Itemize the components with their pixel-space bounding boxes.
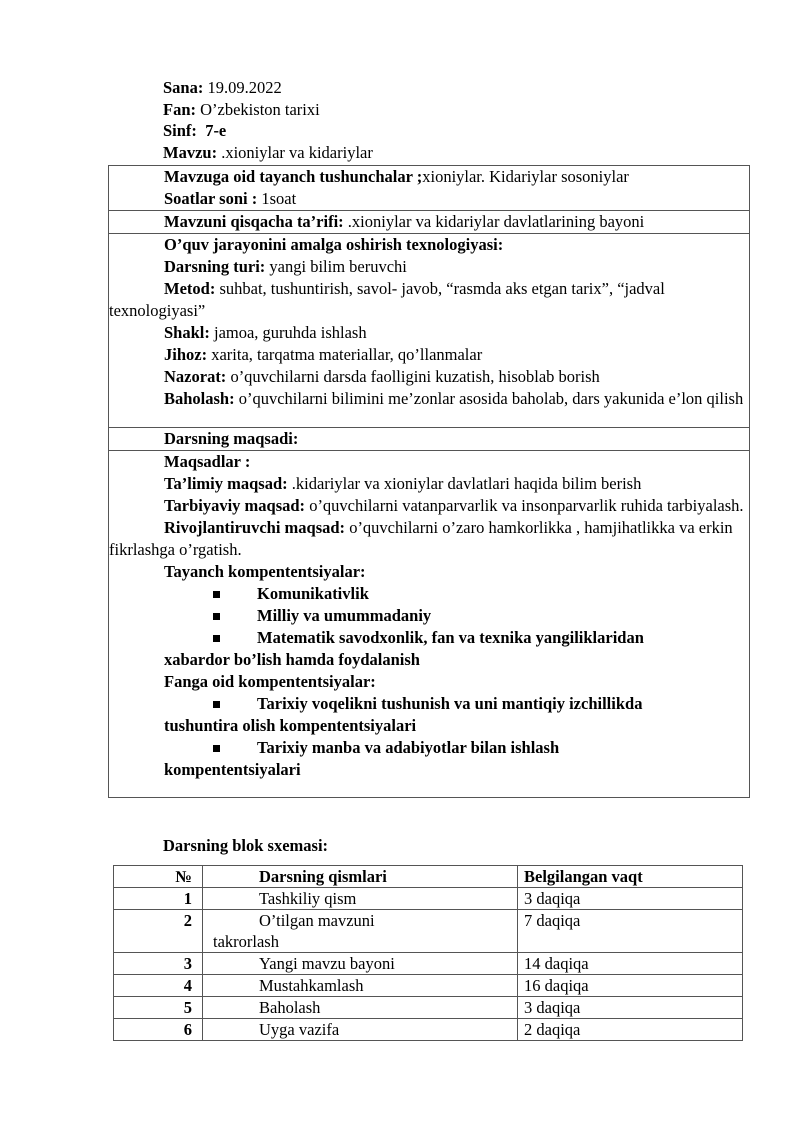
technology-heading: O’quv jarayonini amalga oshirish texnologiyasi: [164, 235, 504, 254]
topic-value: .xioniylar va kidariylar [221, 142, 373, 162]
square-bullet-icon [213, 745, 220, 752]
competency-item-continued: tushuntira olish kompententsiyalari [164, 716, 417, 735]
block-scheme-table [113, 865, 743, 1041]
table-row: 6 Uyga vazifa 2 daqiqa [114, 1019, 743, 1041]
date-line: Sana: 19.09.2022 [163, 78, 282, 97]
competency-item: Tarixiy voqelikni tushunish va uni mantiqiy izchillikda [109, 693, 749, 715]
lesson-header [163, 77, 723, 163]
educational-goal: Ta’limiy maqsad: .kidariylar va xioniylar davlatlari haqida bilim berish [164, 474, 642, 493]
lesson-type-line: Darsning turi: yangi bilim beruvchi [164, 257, 407, 276]
technology-section [108, 233, 750, 428]
topic-summary-line: Mavzuni qisqacha ta’rifi: .xioniylar va kidariylar davlatlarining bayoni [164, 212, 645, 231]
date-value: 19.09.2022 [207, 78, 282, 97]
class-line: Sinf: 7-e [163, 121, 227, 140]
topic-line: Mavzu: .xioniylar va kidariylar [163, 142, 373, 162]
square-bullet-icon [213, 591, 220, 598]
topic-summary-section [108, 210, 750, 234]
competency-item: Matematik savodxonlik, fan va texnika yangiliklaridan [109, 627, 749, 649]
block-scheme-title: Darsning blok sxemasi: [163, 836, 329, 855]
competency-item-continued: xabardor bo’lish hamda foydalanish [164, 650, 420, 669]
hours-line: Soatlar soni : 1soat [164, 189, 297, 208]
table-row: 3 Yangi mavzu bayoni 14 daqiqa [114, 953, 743, 975]
subject-competencies-heading: Fanga oid kompententsiyalar: [164, 672, 376, 691]
header-number: № [114, 866, 203, 888]
key-concepts-line: Mavzuga oid tayanch tushunchalar ;xioniylar. Kidariylar sosoniylar [164, 167, 629, 186]
developmental-goal: Rivojlantiruvchi maqsad: o’quvchilarni o’zaro hamkorlikka , hamjihatlikka va erkin fikrlashga o’rgatish. [109, 518, 733, 559]
core-competencies-heading: Tayanch kompententsiyalar: [164, 562, 366, 581]
assessment-line: Baholash: o’quvchilarni bilimini me’zonlar asosida baholab, dars yakunida e’lon qilish [164, 389, 744, 408]
competency-item: Tarixiy manba va adabiyotlar bilan ishlash [109, 737, 749, 759]
competency-item: Komunikativlik [109, 583, 749, 605]
goals-heading: Darsning maqsadi: [164, 429, 299, 448]
subject-value: O’zbekiston tarixi [200, 99, 320, 119]
key-concepts-section [108, 165, 750, 211]
form-line: Shakl: jamoa, guruhda ishlash [164, 323, 367, 342]
upbringing-goal: Tarbiyaviy maqsad: o’quvchilarni vatanparvarlik va insonparvarlik ruhida tarbiyalash. [164, 496, 744, 515]
class-value: 7-e [205, 121, 227, 140]
table-row: 2 O’tilgan mavzuni takrorlash 7 daqiqa [114, 910, 743, 953]
table-header-row [114, 866, 743, 888]
goals-heading-section [108, 427, 750, 451]
table-row: 4 Mustahkamlash 16 daqiqa [114, 975, 743, 997]
goals-label: Maqsadlar : [164, 452, 251, 471]
table-row: 5 Baholash 3 daqiqa [114, 997, 743, 1019]
header-time: Belgilangan vaqt [518, 866, 743, 888]
competency-item-continued: kompententsiyalari [164, 760, 301, 779]
equipment-line: Jihoz: xarita, tarqatma materiallar, qo’llanmalar [164, 345, 483, 364]
method-line: Metod: suhbat, tushuntirish, savol- javob, “rasmda aks etgan tarix”, “jadval texnologiyasi” [109, 279, 665, 320]
competency-item: Milliy va umummadaniy [109, 605, 749, 627]
square-bullet-icon [213, 701, 220, 708]
header-part: Darsning qismlari [203, 866, 518, 888]
square-bullet-icon [213, 613, 220, 620]
subject-line: Fan: O’zbekiston tarixi [163, 99, 320, 119]
table-row: 1 Tashkiliy qism 3 daqiqa [114, 888, 743, 910]
square-bullet-icon [213, 635, 220, 642]
goals-section [108, 450, 750, 798]
control-line: Nazorat: o’quvchilarni darsda faolligini kuzatish, hisoblab borish [164, 367, 600, 386]
